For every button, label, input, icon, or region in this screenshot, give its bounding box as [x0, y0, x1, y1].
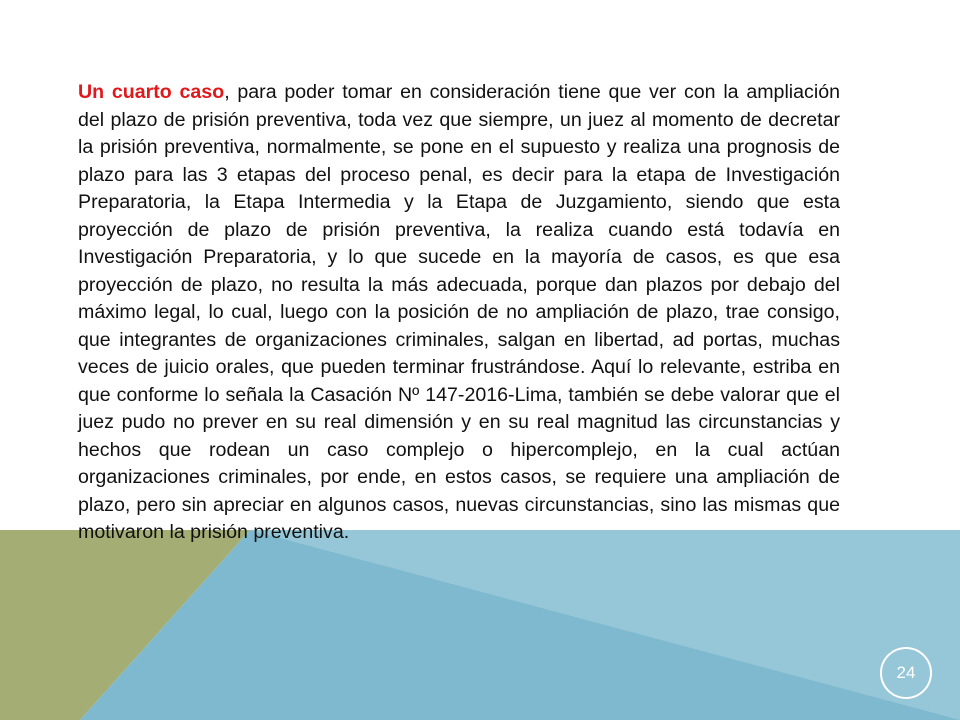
lead-phrase: Un cuarto caso — [78, 81, 225, 103]
page-number-badge — [880, 647, 932, 699]
page-number: 24 — [896, 663, 916, 682]
body-paragraph: , para poder tomar en consideración tiene que ver con la ampliación del plazo de prisión preventiva, toda vez que siempre, un juez al momento de decretar la prisión preventiva, normalmente, se pone en el supuesto y realiza una prognosis de plazo para las 3 etapas del proceso penal, es decir para la etapa de Investigación Preparatoria, la Etapa Intermedia y la Etapa de Juzgamiento, siendo que esta proyección de plazo de prisión preventiva, la realiza cuando está todavía en Investigación Preparatoria, y lo que sucede en la mayoría de casos, es que esa proyección de plazo, no resulta la más adecuada, porque dan plazos por debajo del máximo legal, lo cual, luego con la posición de no ampliación de plazo, trae consigo, que integrantes de organizaciones criminales, salgan en libertad, ad portas, muchas veces de juicio orales, que pueden terminar frustrándose. Aquí lo relevante, estriba en que conforme lo señala la Casación Nº 147-2016-Lima, también se debe valorar que el juez pudo no prever en su real dimensión y en su real magnitud las circunstancias y hechos que rodean un caso complejo o hipercomplejo, en la cual actúan organizaciones criminales, por ende, en estos casos, se requiere una ampliación de plazo, pero sin apreciar en algunos casos, nuevas circunstancias, sino las mismas que motivaron la prisión preventiva. — [78, 81, 840, 543]
slide-body-text — [78, 79, 840, 547]
